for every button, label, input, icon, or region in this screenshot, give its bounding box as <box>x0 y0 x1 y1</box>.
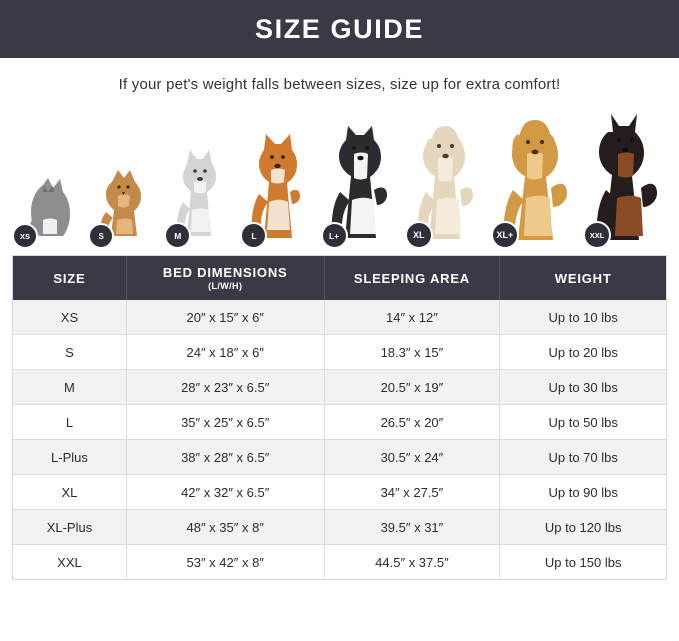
cell-size: XS <box>13 300 126 335</box>
column-header-sleeping-area-label: SLEEPING AREA <box>353 270 470 286</box>
cell-weight: Up to 90 lbs <box>500 475 666 510</box>
pet-item-xxl <box>589 112 661 245</box>
cell-sleeping-area: 30.5″ x 24″ <box>324 440 500 475</box>
cell-size: XL <box>13 475 126 510</box>
cell-weight: Up to 120 lbs <box>500 510 666 545</box>
pet-item-l <box>246 132 308 245</box>
cell-dimensions: 35″ x 25″ x 6.5″ <box>126 405 324 440</box>
table-row <box>13 300 666 335</box>
table-head <box>13 256 666 300</box>
column-header-dimensions-sub: (L/W/H) <box>208 281 243 291</box>
size-badge-xl: XL <box>405 221 433 249</box>
table-row <box>13 405 666 440</box>
cell-dimensions: 48″ x 35″ x 8″ <box>126 510 324 545</box>
cell-size: M <box>13 370 126 405</box>
pet-silhouette-row <box>12 110 667 245</box>
cell-sleeping-area: 20.5″ x 19″ <box>324 370 500 405</box>
pet-item-m <box>170 148 228 245</box>
cell-sleeping-area: 18.3″ x 15″ <box>324 335 500 370</box>
cell-weight: Up to 10 lbs <box>500 300 666 335</box>
pet-item-xl <box>411 122 479 245</box>
table-row <box>13 545 666 580</box>
pet-item-l-plus <box>327 124 393 245</box>
table-row <box>13 475 666 510</box>
cell-size: L <box>13 405 126 440</box>
cell-sleeping-area: 14″ x 12″ <box>324 300 500 335</box>
cell-size: L-Plus <box>13 440 126 475</box>
size-badge-l: L <box>240 222 267 249</box>
cell-size: XXL <box>13 545 126 580</box>
cell-sleeping-area: 26.5″ x 20″ <box>324 405 500 440</box>
table-row <box>13 370 666 405</box>
size-badge-l-plus: L+ <box>321 222 348 249</box>
column-header-sleeping-area <box>324 256 500 300</box>
cell-dimensions: 53″ x 42″ x 8″ <box>126 545 324 580</box>
cell-dimensions: 42″ x 32″ x 6.5″ <box>126 475 324 510</box>
cell-size: XL-Plus <box>13 510 126 545</box>
cell-sleeping-area: 34″ x 27.5″ <box>324 475 500 510</box>
cell-sleeping-area: 39.5″ x 31″ <box>324 510 500 545</box>
cell-dimensions: 38″ x 28″ x 6.5″ <box>126 440 324 475</box>
table-row <box>13 440 666 475</box>
column-header-weight <box>500 256 666 300</box>
cell-weight: Up to 20 lbs <box>500 335 666 370</box>
size-badge-s: S <box>88 223 114 249</box>
pet-item-xl-plus <box>497 116 571 245</box>
table-row <box>13 335 666 370</box>
table-body <box>13 300 666 579</box>
size-table-container <box>12 255 667 580</box>
size-table <box>13 256 666 579</box>
pet-item-xs <box>18 170 76 245</box>
cell-dimensions: 24″ x 18″ x 6″ <box>126 335 324 370</box>
cell-weight: Up to 50 lbs <box>500 405 666 440</box>
page-title: SIZE GUIDE <box>254 13 425 44</box>
cell-sleeping-area: 44.5″ x 37.5″ <box>324 545 500 580</box>
subtitle-container <box>0 58 679 110</box>
page-header <box>0 0 679 58</box>
table-header-row <box>13 256 666 300</box>
cell-dimensions: 20″ x 15″ x 6″ <box>126 300 324 335</box>
cell-weight: Up to 150 lbs <box>500 545 666 580</box>
pet-item-s <box>94 160 152 245</box>
subtitle-text: If your pet's weight falls between sizes, size up for extra comfort! <box>118 75 561 93</box>
column-header-weight-label: WEIGHT <box>554 270 612 286</box>
cell-weight: Up to 30 lbs <box>500 370 666 405</box>
cell-dimensions: 28″ x 23″ x 6.5″ <box>126 370 324 405</box>
column-header-dimensions-label: BED DIMENSIONS <box>162 265 288 280</box>
cell-weight: Up to 70 lbs <box>500 440 666 475</box>
size-badge-xxl: XXL <box>583 221 611 249</box>
column-header-size-label: SIZE <box>53 270 86 286</box>
size-badge-xs: XS <box>12 223 38 249</box>
column-header-dimensions <box>126 256 324 300</box>
table-row <box>13 510 666 545</box>
size-badge-m: M <box>164 222 191 249</box>
cell-size: S <box>13 335 126 370</box>
column-header-size <box>13 256 126 300</box>
size-badge-xl-plus: XL+ <box>491 221 519 249</box>
